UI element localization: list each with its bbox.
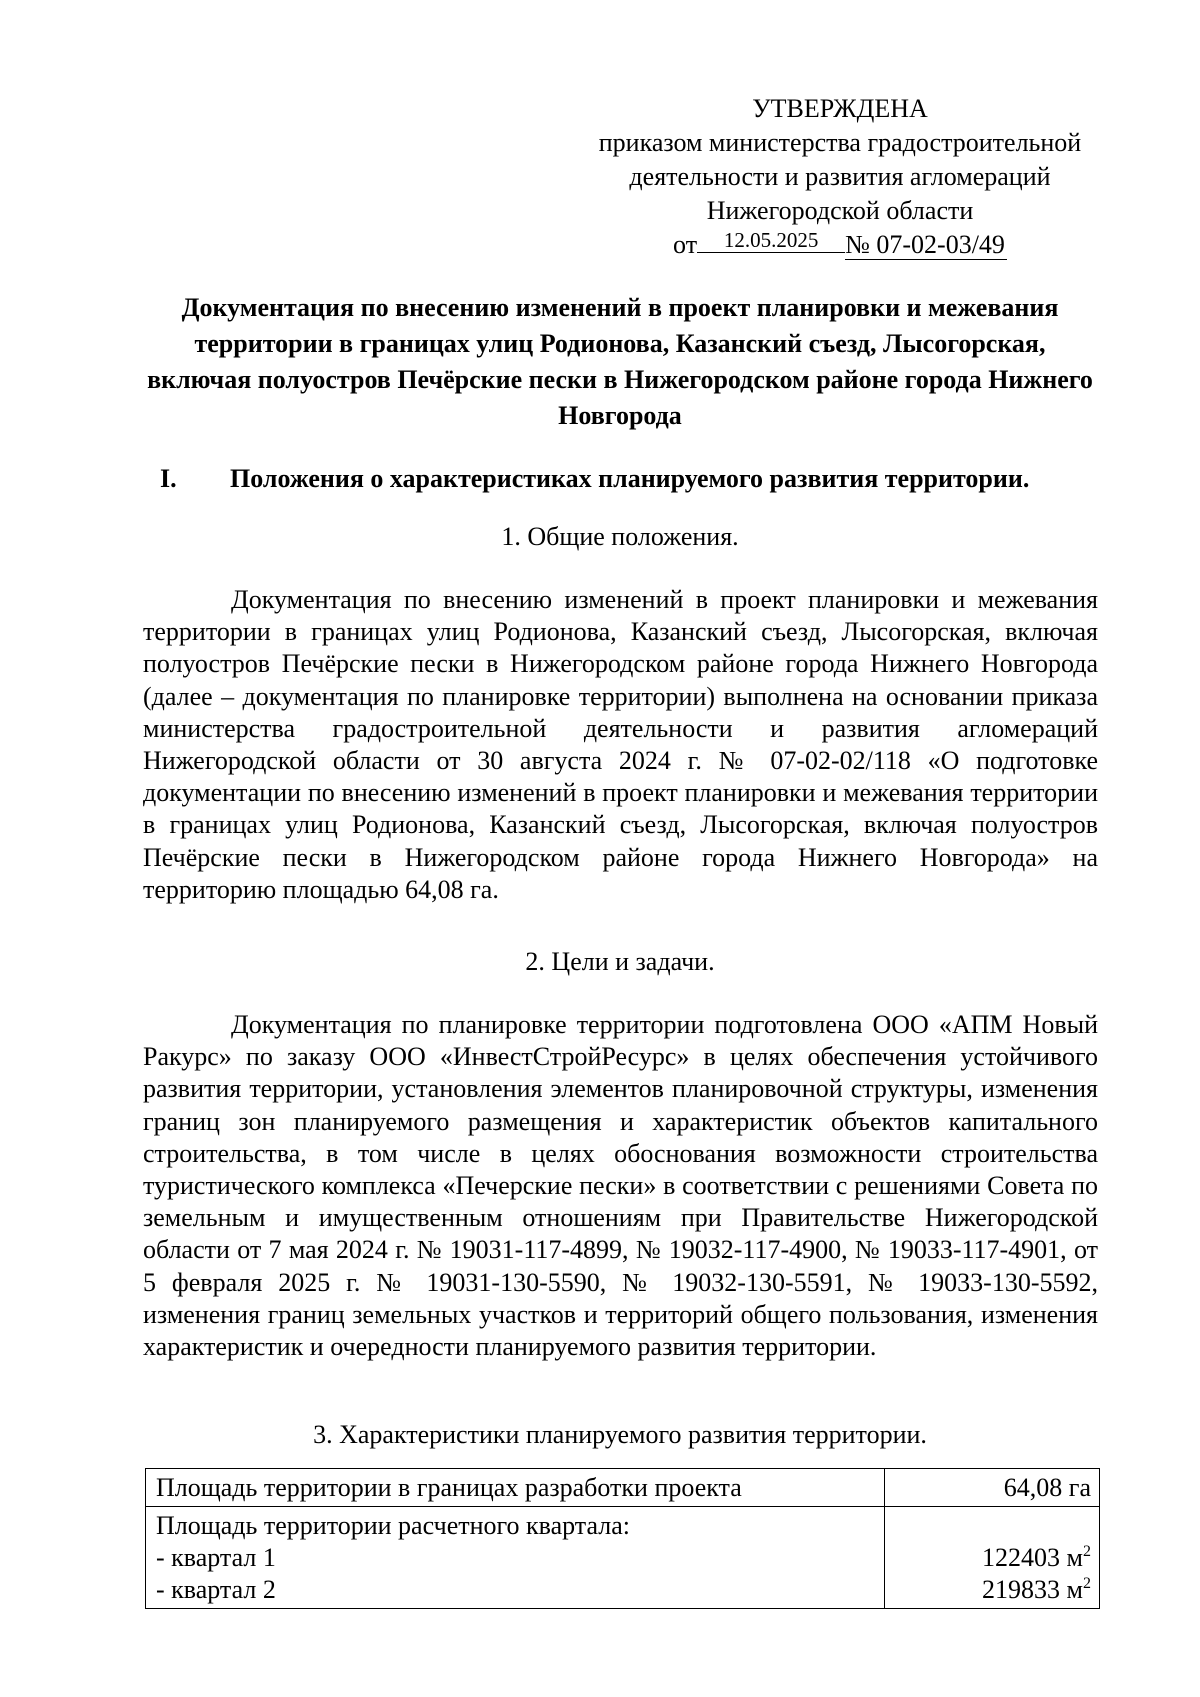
subsection-heading-1: 1. Общие положения. (501, 522, 739, 551)
subsection-heading-2: 2. Цели и задачи. (525, 947, 715, 976)
subsection-paragraph-2: Документация по планировке территории подготовлена ООО «АПМ Новый Ракурс» по заказу ООО «ИнвестСтройРесурс» в целях обеспечения устойчивого развития территории, установления элементов планировочной структуры, изменения границ зон планируемого размещения и характеристик объектов капитального строительства, в том числе в целях обоснования возможности строительства туристического комплекса «Печерские пески» в соответствии с решениями Совета по земельным и имущественным отношениям при Правительстве Нижегородской области от 7 мая 2024 г. № 19031-117-4899, № 19032-117-4900, № 19033-117-4901, от 5 февраля 2025 г. № 19031-130-5590, № 19032-130-5591, № 19033-130-5592, изменения границ земельных участков и территорий общего пользования, изменения характеристик и очередности планируемого развития территории. (143, 1010, 1098, 1362)
approval-heading: УТВЕРЖДЕНА (752, 94, 928, 123)
table-sub-item-label: - квартал 1 (156, 1543, 276, 1572)
approval-line-1: приказом министерства градостроительной (598, 128, 1082, 157)
approval-date-number-line (580, 228, 1100, 262)
table-empty-line (895, 1510, 1091, 1542)
approval-date: 12.05.2025 (697, 228, 845, 253)
table-sub-item-value (895, 1542, 1091, 1574)
table-value-number: 219833 м (982, 1575, 1083, 1604)
approval-number-label: № (845, 230, 870, 259)
table-cell-label: Площадь территории в границах разработки проекта (146, 1469, 885, 1507)
table-sub-item-value (895, 1574, 1091, 1606)
section-heading (160, 462, 1100, 496)
approval-line-2: деятельности и развития агломераций (629, 162, 1051, 191)
table-sub-item-label: - квартал 2 (156, 1575, 276, 1604)
table-cell-value: 64,08 га (885, 1469, 1100, 1507)
table-value-number: 122403 м (982, 1543, 1083, 1572)
section-numeral: I. (160, 464, 177, 493)
subsection-heading-3: 3. Характеристики планируемого развития территории. (313, 1420, 927, 1449)
table-row (146, 1507, 1100, 1609)
table-value-superscript: 2 (1083, 1575, 1091, 1592)
approval-line-3: Нижегородской области (706, 196, 974, 225)
table-cell-label (146, 1507, 885, 1609)
table-cell-value (885, 1507, 1100, 1609)
table-value-superscript: 2 (1083, 1543, 1091, 1560)
table-row-heading: Площадь территории расчетного квартала: (156, 1511, 630, 1540)
approval-number-field (845, 231, 1007, 260)
section-heading-text: Положения о характеристиках планируемого развития территории. (230, 464, 1030, 493)
approval-block (580, 92, 1100, 262)
table-row (146, 1469, 1100, 1507)
approval-from-label: от (673, 230, 698, 259)
document-title: Документация по внесению изменений в проект планировки и межевания территории в границах улиц Родионова, Казанский съезд, Лысогорская, включая полуостров Печёрские пески в Нижегородском районе города Нижнего Новгорода (147, 293, 1093, 430)
characteristics-table (145, 1468, 1100, 1609)
subsection-paragraph-1: Документация по внесению изменений в проект планировки и межевания территории в границах улиц Родионова, Казанский съезд, Лысогорская, включая полуостров Печёрские пески в Нижегородском районе города Нижнего Новгорода (далее – документация по планировке территории) выполнена на основании приказа министерства градостроительной деятельности и развития агломераций Нижегородской области от 30 августа 2024 г. № 07-02-02/118 «О подготовке документации по внесению изменений в проект планировки и межевания территории в границах улиц Родионова, Казанский съезд, Лысогорская, включая полуостров Печёрские пески в Нижегородском районе города Нижнего Новгорода» на территорию площадью 64,08 га. (143, 585, 1098, 904)
approval-number: 07-02-03/49 (876, 230, 1005, 259)
